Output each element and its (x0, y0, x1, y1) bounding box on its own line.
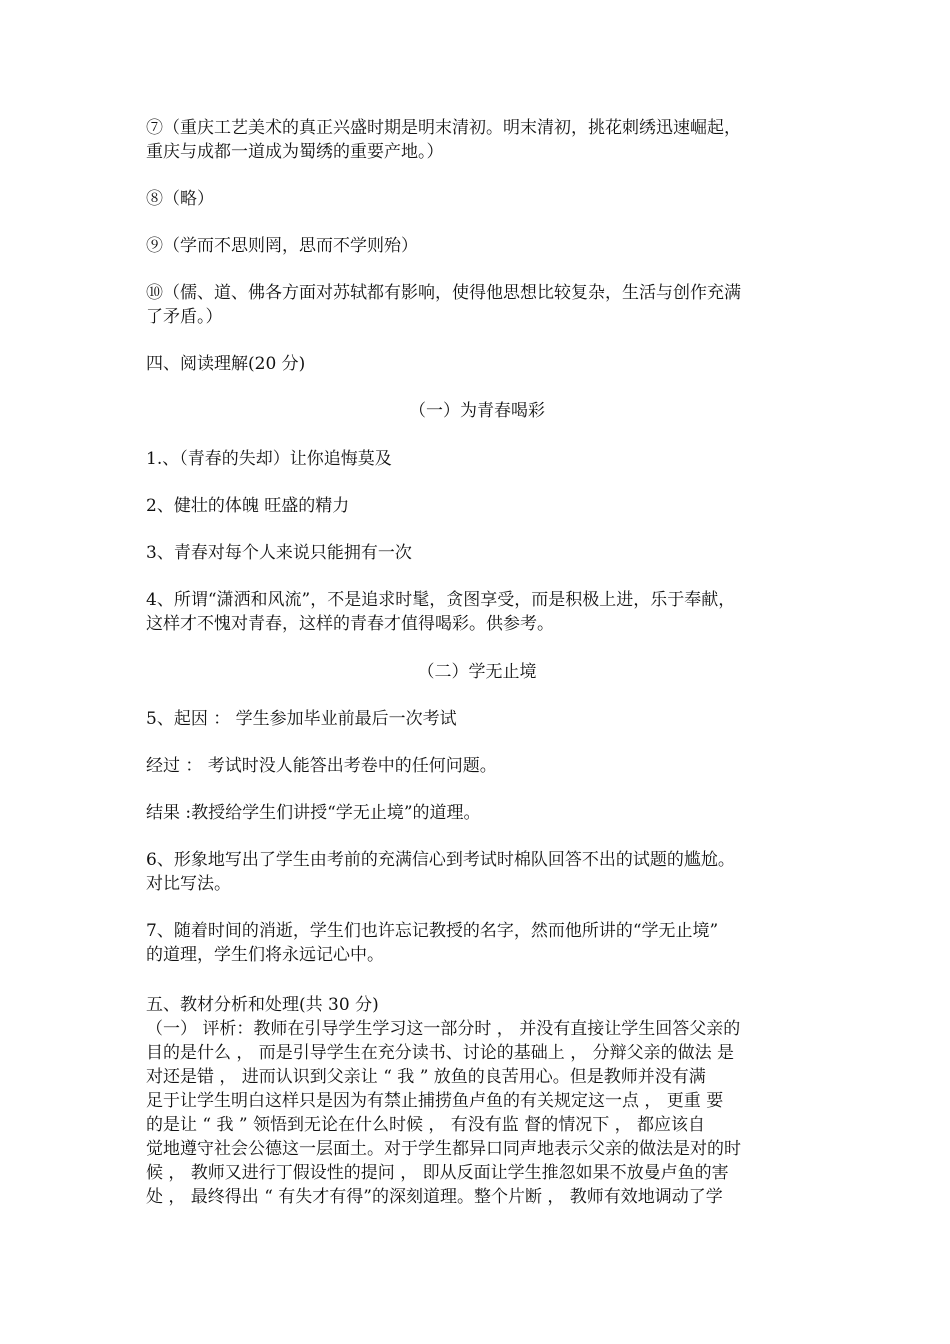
question-6 (146, 848, 808, 896)
text-line: 对比写法。 (146, 874, 231, 894)
answer-item-7 (146, 116, 808, 164)
text-line: 的道理，学生们将永远记心中。 (146, 945, 384, 965)
text-line: ⑩（儒、道、佛各方面对苏轼都有影响，使得他思想比较复杂，生活与创作充满 (146, 283, 741, 303)
answer-item-10 (146, 281, 808, 329)
question-7 (146, 919, 808, 967)
section-5-heading: 五、教材分析和处理(共 30 分) (146, 995, 379, 1015)
passage-1-title: （一）为青春喝彩 (409, 401, 545, 421)
question-5-cause: 5、起因 ： 学生参加毕业前最后一次考试 (146, 709, 457, 729)
answer-item-9: ⑨（学而不思则罔，思而不学则殆） (146, 236, 418, 256)
question-2: 2、健壮的体魄 旺盛的精力 (146, 496, 350, 516)
text-line: 了矛盾。） (146, 307, 223, 327)
question-3: 3、青春对每个人来说只能拥有一次 (146, 543, 412, 563)
answer-item-8: ⑧（略） (146, 189, 214, 209)
text-line: 觉地遵守社会公德这一层面土。对于学生都异口同声地表示父亲的做法是对的时 (146, 1139, 741, 1159)
text-line: 的是让 “ 我 ” 领悟到无论在什么时候 ， 有没有监 督的情况下 ， 都应该自 (146, 1115, 706, 1135)
text-line: 足于让学生明白这样只是因为有禁止捕捞鱼卢鱼的有关规定这一点 ， 更重 要 (146, 1091, 724, 1111)
text-line: （一） 评析：教师在引导学生学习这一部分时 ， 并没有直接让学生回答父亲的 (146, 1019, 741, 1039)
text-line: 目的是什么 ， 而是引导学生在充分读书、讨论的基础上 ， 分辩父亲的做法 是 (146, 1043, 735, 1063)
text-line: 7、随着时间的消逝，学生们也许忘记教授的名字，然而他所讲的“学无止境” (146, 921, 719, 941)
question-1: 1.、（青春的失却）让你追悔莫及 (146, 449, 392, 469)
analysis-paragraph (146, 1017, 808, 1209)
passage-2-title: （二）学无止境 (417, 662, 537, 682)
text-line: ⑦（重庆工艺美术的真正兴盛时期是明末清初。明末清初，挑花刺绣迅速崛起， (146, 118, 741, 138)
question-5-process: 经过 ： 考试时没人能答出考卷中的任何问题。 (146, 756, 497, 776)
question-4 (146, 588, 808, 636)
text-line: 6、形象地写出了学生由考前的充满信心到考试时棉队回答不出的试题的尴尬。 (146, 850, 735, 870)
text-line: 候 ， 教师又进行丁假设性的提问 ， 即从反面让学生推忽如果不放曼卢鱼的害 (146, 1163, 729, 1183)
section-4-heading: 四、阅读理解(20 分) (146, 354, 306, 374)
text-line: 这样才不愧对青春，这样的青春才值得喝彩。供参考。 (146, 614, 554, 634)
text-line: 对还是错 ， 进而认识到父亲让 “ 我 ” 放鱼的良苦用心。但是教师并没有满 (146, 1067, 706, 1087)
question-5-result: 结果 :教授给学生们讲授“学无止境”的道理。 (146, 803, 481, 823)
text-line: 重庆与成都一道成为蜀绣的重要产地。） (146, 142, 444, 162)
text-line: 4、所谓“潇洒和风流”，不是追求时髦，贪图享受，而是积极上进，乐于奉献， (146, 590, 736, 610)
text-line: 处 ， 最终得出 “ 有失才有得”的深刻道理。整个片断 ， 教师有效地调动了学 (146, 1187, 723, 1207)
